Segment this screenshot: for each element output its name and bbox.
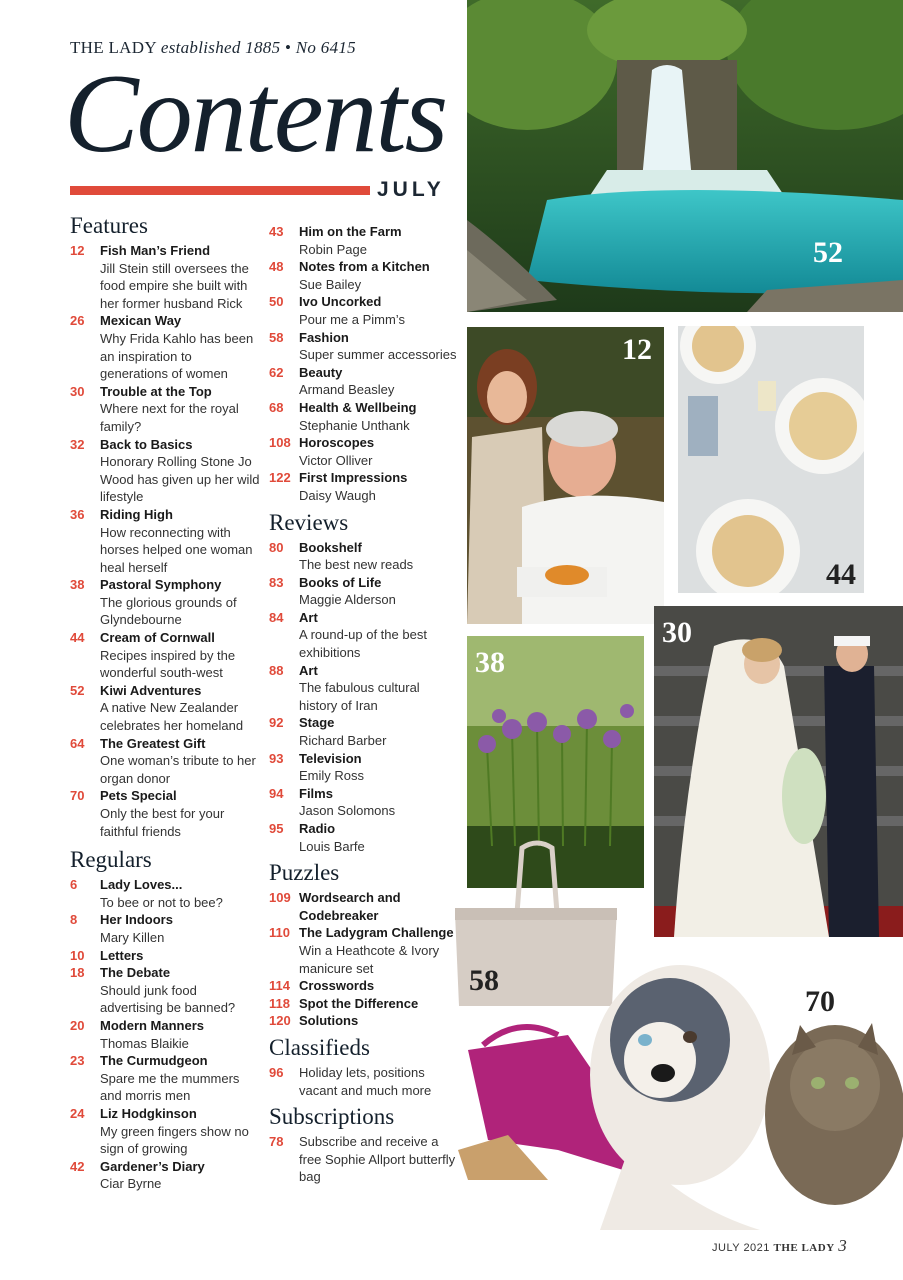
entry-description: Spare me the mummers and morris men [100, 1070, 240, 1104]
entry-body [299, 662, 459, 715]
entry-title: Lady Loves... [100, 877, 183, 893]
entry-title: Spot the Difference [299, 995, 419, 1011]
columnists-list [269, 223, 459, 505]
contents-entry [269, 434, 459, 469]
contents-entry [70, 576, 260, 629]
entry-title: Television [299, 750, 362, 766]
entry-page-number: 94 [269, 785, 284, 801]
masthead-issue: No 6415 [295, 38, 356, 57]
entry-description: Victor Olliver [299, 452, 373, 468]
entry-description: The fabulous cultural history of Iran [299, 680, 420, 713]
entry-body [100, 787, 260, 840]
pets-photo [560, 945, 903, 1230]
entry-body [299, 364, 459, 399]
masthead-established: established 1885 [160, 38, 281, 57]
entry-body [100, 1105, 260, 1158]
entry-description: To bee or not to bee? [100, 894, 223, 910]
contents-entry [269, 539, 459, 574]
entry-description: My green fingers show no sign of growing [100, 1123, 249, 1157]
entry-title: The Debate [100, 965, 171, 981]
entry-body [299, 1133, 459, 1186]
entry-title: The Greatest Gift [100, 735, 206, 751]
entry-body [100, 436, 260, 506]
entry-description: Emily Ross [299, 768, 365, 784]
contents-entry [269, 714, 459, 749]
contents-entry [70, 947, 260, 965]
entry-title: Liz Hodgkinson [100, 1105, 197, 1121]
subscriptions-list [269, 1133, 459, 1186]
entry-description: Sue Bailey [299, 276, 362, 292]
entry-body [299, 785, 459, 820]
contents-entry [269, 1133, 459, 1186]
entry-body [100, 682, 260, 735]
entry-page-number: 114 [269, 978, 290, 994]
contents-entry [269, 293, 459, 328]
entry-title: Her Indoors [100, 912, 173, 928]
contents-entry [269, 1064, 459, 1099]
contents-entry [70, 1017, 260, 1052]
puzzles-list [269, 889, 459, 1030]
entry-title: Fashion [299, 329, 349, 345]
entry-body [299, 1064, 459, 1099]
entry-title: Horoscopes [299, 435, 375, 451]
entry-title: Books of Life [299, 574, 382, 590]
entry-body [299, 574, 459, 609]
entry-page-number: 64 [70, 735, 85, 751]
waterfall-page-number: 52 [813, 236, 843, 269]
entry-title: Modern Manners [100, 1017, 205, 1033]
pasta-photo [678, 326, 864, 593]
entry-page-number: 52 [70, 682, 85, 698]
page-number: 3 [838, 1236, 848, 1255]
entry-page-number: 108 [269, 435, 291, 451]
contents-entry [269, 469, 459, 504]
reviews-list [269, 539, 459, 856]
bag-page-number: 58 [469, 964, 499, 997]
entry-description: Honorary Rolling Stone Jo Wood has given up her wild lifestyle [100, 454, 260, 505]
entry-description: One woman’s tribute to her organ donor [100, 753, 256, 786]
entry-body [299, 258, 459, 293]
entry-title: The Curmudgeon [100, 1053, 208, 1069]
subscriptions-heading: Subscriptions [269, 1104, 395, 1130]
entry-page-number: 83 [269, 574, 284, 590]
entry-description: How reconnecting with horses helped one woman heal herself [100, 524, 253, 575]
entry-title: Notes from a Kitchen [299, 259, 430, 275]
contents-entry [70, 1158, 260, 1193]
entry-description: Recipes inspired by the wonderful south-west [100, 647, 236, 681]
contents-entry [269, 785, 459, 820]
entry-page-number: 118 [269, 995, 290, 1011]
entry-body [299, 434, 459, 469]
contents-entry [70, 876, 260, 911]
contents-entry [70, 964, 260, 1017]
reviews-heading: Reviews [269, 509, 349, 535]
contents-entry [269, 820, 459, 855]
contents-entry [70, 1105, 260, 1158]
entry-body [100, 947, 260, 965]
entry-page-number: 42 [70, 1158, 85, 1174]
entry-page-number: 43 [269, 224, 284, 239]
alliums-page-number: 38 [475, 646, 505, 679]
entry-page-number: 80 [269, 539, 284, 555]
pasta-page-number: 44 [826, 558, 856, 591]
entry-title: Back to Basics [100, 436, 193, 452]
entry-description: Robin Page [299, 241, 367, 257]
puzzles-heading: Puzzles [269, 860, 340, 886]
contents-entry [269, 750, 459, 785]
entry-body [299, 977, 459, 995]
pets-image [560, 945, 903, 1230]
entry-title: Trouble at the Top [100, 383, 212, 399]
contents-entry [70, 735, 260, 788]
entry-description: Maggie Alderson [299, 592, 396, 608]
entry-page-number: 78 [269, 1134, 284, 1150]
entry-page-number: 36 [70, 506, 85, 522]
entry-body [299, 539, 459, 574]
entry-title: Pastoral Symphony [100, 577, 222, 593]
entry-title: Wordsearch and Codebreaker [299, 890, 401, 923]
entry-title: Crosswords [299, 978, 375, 994]
entry-description: Jason Solomons [299, 803, 396, 819]
entry-title: Him on the Farm [299, 224, 402, 239]
entry-body [299, 924, 459, 977]
entry-title: Health & Wellbeing [299, 399, 417, 415]
masthead-separator: • [284, 38, 292, 57]
entry-title: Stage [299, 715, 335, 731]
entry-page-number: 120 [269, 1013, 291, 1029]
entry-body [299, 399, 459, 434]
contents-entry [269, 574, 459, 609]
contents-entry [70, 682, 260, 735]
entry-body [299, 223, 459, 258]
entry-page-number: 96 [269, 1064, 284, 1080]
entry-body [100, 383, 260, 436]
contents-entry [269, 399, 459, 434]
entry-body [100, 735, 260, 788]
entry-description: Only the best for your faithful friends [100, 806, 225, 839]
contents-entry [269, 258, 459, 293]
entry-body [299, 1012, 459, 1030]
people-page-number: 12 [622, 333, 652, 366]
pets-page-number: 70 [805, 985, 835, 1018]
entry-body [100, 876, 260, 911]
entry-title: Riding High [100, 506, 173, 522]
entry-page-number: 68 [269, 399, 284, 415]
pasta-image [678, 326, 864, 593]
entry-description: The best new reads [299, 557, 414, 573]
contents-entry [269, 329, 459, 364]
entry-page-number: 84 [269, 609, 284, 625]
entry-body [100, 1052, 260, 1105]
entry-title: Films [299, 785, 333, 801]
entry-page-number: 26 [70, 313, 85, 329]
entry-page-number: 48 [269, 259, 284, 275]
wedding-page-number: 30 [662, 616, 692, 649]
entry-title: Cream of Cornwall [100, 630, 215, 646]
entry-title: Pets Special [100, 788, 177, 804]
entry-description: Daisy Waugh [299, 487, 376, 503]
entry-description: The glorious grounds of Glyndebourne [100, 594, 237, 628]
entry-description: A native New Zealander celebrates her homeland [100, 700, 244, 734]
entry-page-number: 58 [269, 329, 284, 345]
entry-body [299, 609, 459, 662]
contents-entry [70, 312, 260, 382]
entry-page-number: 110 [269, 925, 290, 941]
contents-entry [70, 629, 260, 682]
entry-title: Art [299, 609, 318, 625]
masthead-name: THE LADY [70, 38, 157, 57]
entry-description: Why Frida Kahlo has been an inspiration to generations of women [100, 330, 254, 382]
contents-entry [70, 506, 260, 576]
entry-title: Ivo Uncorked [299, 294, 382, 310]
contents-entry [269, 364, 459, 399]
entry-body [100, 312, 260, 382]
entry-description: Stephanie Unthank [299, 417, 410, 433]
wedding-image [654, 606, 903, 937]
entry-description: Ciar Byrne [100, 1176, 162, 1192]
features-list [70, 242, 260, 840]
entry-body [100, 1017, 260, 1052]
entry-description: Pour me a Pimm’s [299, 311, 405, 327]
entry-page-number: 92 [269, 715, 284, 731]
entry-body [100, 242, 260, 312]
entry-title: Fish Man’s Friend [100, 243, 211, 258]
entry-body [299, 469, 459, 504]
entry-description: Should junk food advertising be banned? [100, 982, 236, 1016]
entry-description: Jill Stein still oversees the food empire she built with her former husband Rick [100, 260, 249, 311]
entry-title: Art [299, 662, 318, 678]
people-image [467, 327, 664, 624]
contents-entry [269, 995, 459, 1013]
entry-body [100, 629, 260, 682]
contents-entry [70, 1052, 260, 1105]
entry-title: Letters [100, 947, 144, 963]
footer-month: JULY 2021 [712, 1242, 770, 1254]
contents-entry [269, 662, 459, 715]
entry-page-number: 50 [269, 294, 284, 310]
contents-entry [70, 242, 260, 312]
entry-page-number: 12 [70, 243, 85, 258]
footer-magazine: THE LADY [773, 1242, 835, 1254]
entry-page-number: 20 [70, 1017, 85, 1033]
entry-body [100, 576, 260, 629]
entry-description: Where next for the royal family? [100, 401, 239, 434]
entry-page-number: 62 [269, 364, 284, 380]
contents-entry [70, 383, 260, 436]
entry-body [299, 714, 459, 749]
entry-description: Super summer accessories [299, 347, 457, 363]
entry-description: Armand Beasley [299, 382, 395, 398]
waterfall-photo [467, 0, 903, 312]
entry-body [299, 820, 459, 855]
entry-title: Radio [299, 821, 336, 836]
entry-body [299, 329, 459, 364]
entry-body [100, 911, 260, 946]
page-title: Contents [64, 52, 447, 176]
contents-entry [269, 223, 459, 258]
entry-body [299, 889, 459, 924]
entry-body [299, 750, 459, 785]
entry-body [299, 293, 459, 328]
entry-page-number: 6 [70, 877, 78, 893]
entry-title: Bookshelf [299, 539, 362, 555]
wedding-photo [654, 606, 903, 937]
entry-description: Mary Killen [100, 929, 165, 945]
entry-body [100, 964, 260, 1017]
entry-body [100, 506, 260, 576]
entry-title: Mexican Way [100, 313, 182, 329]
entry-description: A round-up of the best exhibitions [299, 627, 427, 661]
entry-body [299, 995, 459, 1013]
entry-description: Subscribe and receive a free Sophie Allport butterfly bag [299, 1134, 456, 1185]
middle-column [269, 223, 459, 1186]
entry-page-number: 32 [70, 436, 85, 452]
entry-title: Kiwi Adventures [100, 682, 202, 698]
people-photo [467, 327, 664, 624]
contents-entry [70, 911, 260, 946]
entry-page-number: 23 [70, 1053, 85, 1069]
entry-description: Richard Barber [299, 733, 387, 749]
features-heading: Features [70, 213, 148, 238]
entry-description: Holiday lets, positions vacant and much more [299, 1064, 432, 1098]
entry-title: Gardener’s Diary [100, 1158, 205, 1174]
entry-page-number: 95 [269, 821, 284, 836]
entry-title: Beauty [299, 364, 343, 380]
regulars-heading: Regulars [70, 847, 152, 873]
contents-entry [269, 977, 459, 995]
contents-entry [70, 436, 260, 506]
entry-page-number: 8 [70, 912, 78, 928]
entry-page-number: 109 [269, 890, 291, 906]
entry-page-number: 30 [70, 383, 85, 399]
entry-title: The Ladygram Challenge [299, 925, 454, 941]
entry-page-number: 24 [70, 1105, 85, 1121]
contents-entry [269, 609, 459, 662]
page-footer [712, 1236, 847, 1256]
classifieds-heading: Classifieds [269, 1034, 370, 1060]
contents-entry [70, 787, 260, 840]
left-column [70, 212, 260, 1193]
classifieds-list [269, 1064, 459, 1099]
entry-page-number: 70 [70, 788, 85, 804]
entry-page-number: 18 [70, 965, 85, 981]
entry-title: First Impressions [299, 470, 408, 486]
regulars-list [70, 876, 260, 1193]
entry-body [100, 1158, 260, 1193]
contents-entry [269, 889, 459, 924]
entry-title: Solutions [299, 1013, 359, 1029]
entry-page-number: 44 [70, 630, 85, 646]
entry-description: Louis Barfe [299, 838, 365, 854]
entry-page-number: 122 [269, 470, 291, 486]
contents-entry [269, 1012, 459, 1030]
entry-page-number: 10 [70, 947, 85, 963]
entry-page-number: 88 [269, 662, 284, 678]
entry-description: Win a Heathcote & Ivory manicure set [299, 942, 440, 976]
entry-description: Thomas Blaikie [100, 1035, 189, 1051]
issue-month: JULY [377, 178, 445, 201]
entry-page-number: 93 [269, 750, 284, 766]
contents-entry [269, 924, 459, 977]
entry-page-number: 38 [70, 577, 85, 593]
title-rule [70, 186, 370, 195]
